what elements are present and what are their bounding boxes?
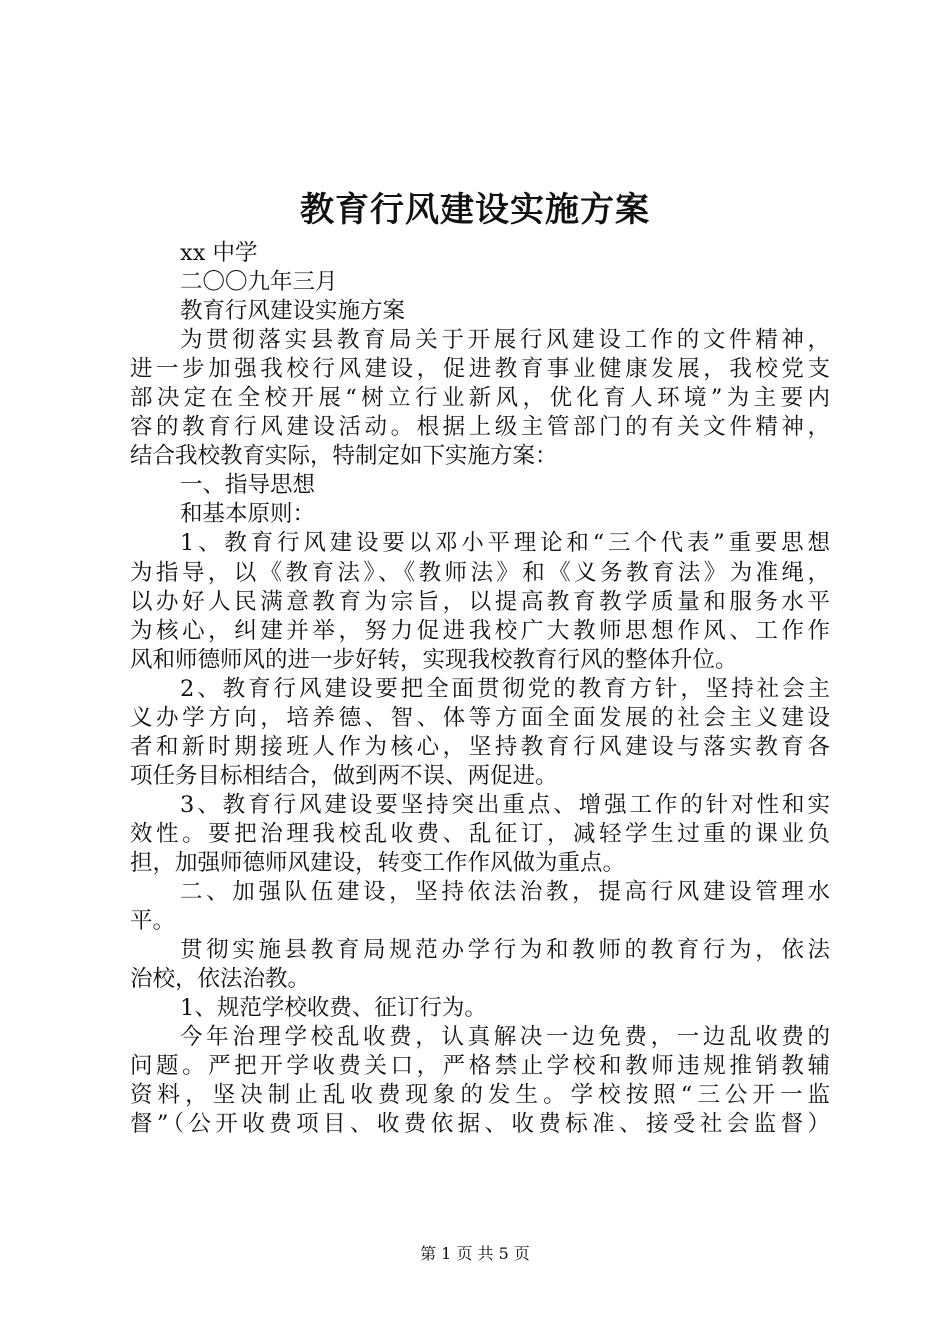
text-line: 容的教育行风建设活动。根据上级主管部门的有关文件精神，	[130, 414, 830, 441]
text-line: 今年治理学校乱收费，认真解决一边免费，一边乱收费的	[180, 1024, 830, 1051]
text-line: 问题。严把开学收费关口，严格禁止学校和教师违规推销教辅	[130, 1053, 830, 1080]
text-line: 二、加强队伍建设，坚持依法治教，提高行风建设管理水	[180, 879, 830, 906]
text-line: 资料，坚决制止乱收费现象的发生。学校按照“三公开一监	[130, 1082, 830, 1109]
text-line: 一、指导思想	[180, 472, 316, 499]
text-line: xx 中学	[180, 240, 258, 266]
document-title: 教育行风建设实施方案	[300, 190, 650, 230]
text-line: 为指导，以《教育法》、《教师法》和《义务教育法》为准绳，	[130, 559, 830, 586]
text-line: 义办学方向，培养德、智、体等方面全面发展的社会主义建设	[130, 704, 830, 731]
text-line: 效性。要把治理我校乱收费、乱征订，减轻学生过重的课业负	[130, 820, 830, 847]
text-line: 教育行风建设实施方案	[180, 298, 406, 325]
text-line: 平。	[130, 908, 176, 935]
text-line: 风和师德师风的进一步好转，实现我校教育行风的整体升位。	[130, 646, 738, 673]
text-line: 为贯彻落实县教育局关于开展行风建设工作的文件精神，	[180, 327, 830, 354]
text-line: 和基本原则：	[180, 501, 316, 528]
document-body	[130, 239, 830, 1139]
text-line: 担，加强师德师风建设，转变工作作风做为重点。	[130, 849, 626, 876]
text-line: 部决定在全校开展“树立行业新风，优化育人环境”为主要内	[130, 385, 830, 412]
text-line: 治校，依法治教。	[130, 966, 311, 993]
text-line: 进一步加强我校行风建设，促进教育事业健康发展，我校党支	[130, 356, 830, 383]
text-line: 结合我校教育实际，特制定如下实施方案：	[130, 443, 558, 470]
text-line: 项任务目标相结合，做到两不误、两促进。	[130, 762, 558, 789]
text-line: 2、教育行风建设要把全面贯彻党的教育方针，坚持社会主	[180, 675, 830, 702]
page-footer: 第 1 页 共 5 页	[420, 1244, 530, 1263]
text-line: 3、教育行风建设要坚持突出重点、增强工作的针对性和实	[180, 791, 830, 818]
text-line: 二〇〇九年三月	[180, 269, 338, 296]
text-line: 督”（公开收费项目、收费依据、收费标准、接受社会监督）	[130, 1111, 830, 1138]
text-line: 1、教育行风建设要以邓小平理论和“三个代表”重要思想	[180, 530, 830, 557]
text-line: 1、规范学校收费、征订行为。	[180, 995, 487, 1022]
text-line: 贯彻实施县教育局规范办学行为和教师的教育行为，依法	[180, 937, 830, 964]
text-line: 以办好人民满意教育为宗旨，以提高教育教学质量和服务水平	[130, 588, 830, 615]
text-line: 为核心，纠建并举，努力促进我校广大教师思想作风、工作作	[130, 617, 830, 644]
text-line: 者和新时期接班人作为核心，坚持教育行风建设与落实教育各	[130, 733, 830, 760]
